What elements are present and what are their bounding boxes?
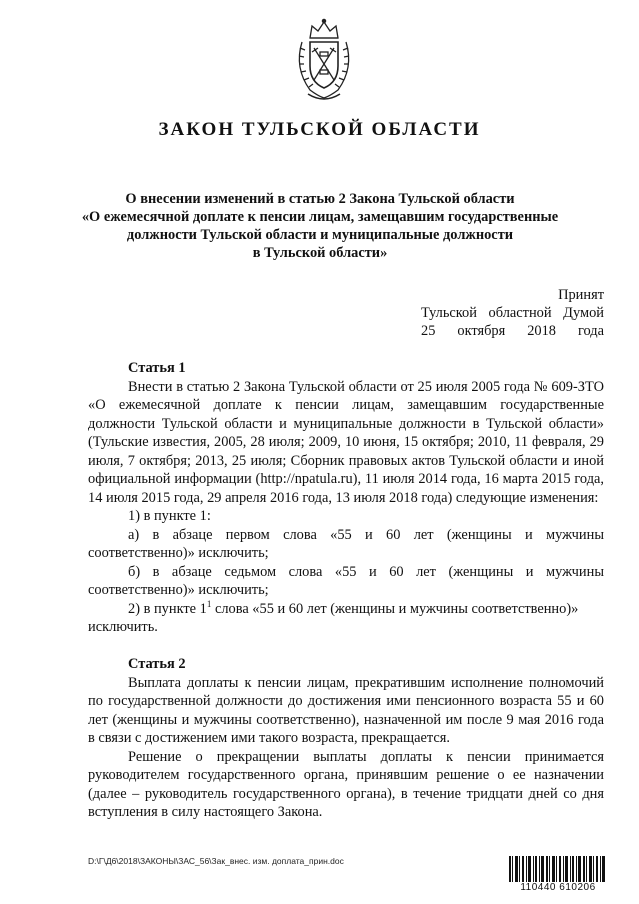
law-title: ЗАКОН ТУЛЬСКОЙ ОБЛАСТИ <box>158 119 481 140</box>
accepted-by: Тульской областной Думой <box>421 305 604 321</box>
article-1-heading: Статья 1 <box>128 360 186 376</box>
law-subtitle <box>80 190 560 262</box>
item-2-text: 2) в пункте 1 <box>128 600 207 617</box>
article-2-heading: Статья 2 <box>128 656 186 672</box>
item-2-superscript: 1 <box>206 598 212 609</box>
coat-of-arms-emblem <box>292 18 356 102</box>
accepted-block <box>421 286 604 340</box>
barcode-number: 110440 610206 <box>506 882 610 893</box>
article-1-item-2 <box>88 600 604 619</box>
subtitle-line: О внесении изменений в статью 2 Закона Тульской области <box>125 191 515 207</box>
subtitle-line: «О ежемесячной доплате к пенсии лицам, замещавшим государственные <box>81 209 559 225</box>
article-1-item-2-end: исключить. <box>88 619 158 635</box>
subtitle-line: в Тульской области» <box>252 245 388 261</box>
article-1-intro: Внести в статью 2 Закона Тульской области от 25 июля 2005 года № 609-ЗТО «О ежемесячной доплате к пенсии лицам, замещавшим государственные должности Тульской области и муниципальные должности в Тульской области» (Тульские известия, 2005, 28 июля; 2009, 10 июня, 15 октября; 2010, 11 февраля, 29 июля, 7 октября; 2013, 25 июля; Сборник правовых актов Тульской области и иной официальной информации (http://npatula.ru), 11 июля 2014 года, 16 марта 2015 года, 14 июля 2015 года, 29 апреля 2016 года, 13 июля 2018 года) следующие изменения: <box>88 378 604 506</box>
article-1-item-1b-end: соответственно)» исключить; <box>88 582 269 598</box>
article-1-item-1: 1) в пункте 1: <box>128 508 211 524</box>
article-1-item-1a-end: соответственно)» исключить; <box>88 545 269 561</box>
subtitle-line: должности Тульской области и муниципальные должности <box>126 227 514 243</box>
article-1-item-1b: б) в абзаце седьмом слова «55 и 60 лет (женщины и мужчины <box>128 563 604 580</box>
article-2-para-2: Решение о прекращении выплаты доплаты к пенсии принимается руководителем государственного органа, принявшим решение о ее назначении (далее – руководитель государственного органа), в течение тридцати дней со дня вступления в силу настоящего Закона. <box>88 748 604 820</box>
accepted-date: 25 октября 2018 года <box>421 323 604 339</box>
article-1 <box>88 359 604 637</box>
article-2 <box>88 655 604 822</box>
accepted-label: Принят <box>558 287 604 303</box>
article-1-item-1a: а) в абзаце первом слова «55 и 60 лет (женщины и мужчины <box>128 526 604 543</box>
article-2-para-1: Выплата доплаты к пенсии лицам, прекратившим исполнение полномочий по государственной должности до достижения ими пенсионного возраста 55 и 60 лет (женщины и мужчины соответственно), назначенной им после 9 мая 2016 года в связи с достижением ими такого возраста, прекращается. <box>88 674 604 746</box>
file-path: D:\Г\Д6\2018\ЗАКОНЫ\ЗАС_56\Зак_внес. изм. доплата_прин.doc <box>88 856 344 866</box>
item-2-text-cont: слова «55 и 60 лет (женщины и мужчины соответственно)» <box>211 600 579 617</box>
